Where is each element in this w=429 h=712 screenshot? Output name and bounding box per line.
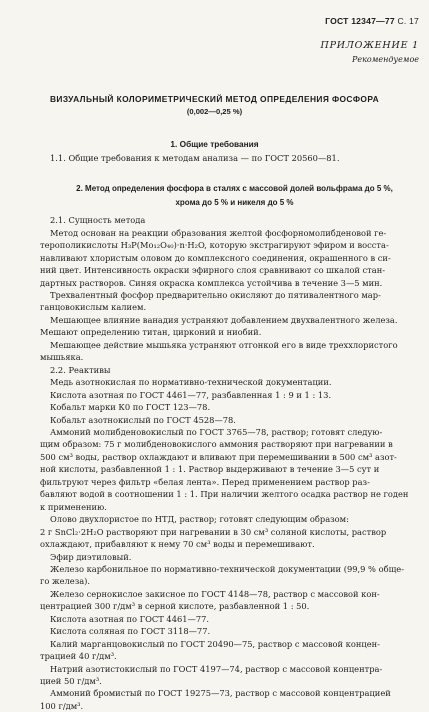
- text-line: Мешающее действие мышьяка устраняют отгонкой его в виде треххлористого: [50, 339, 398, 350]
- appendix-note: Рекомендуемое: [352, 55, 419, 64]
- text-line: Калий марганцовокислый по ГОСТ 20490—75, раствор с массовой концен-: [50, 638, 380, 649]
- text-line: Железо карбонильное по нормативно-технической документации (99,9 % обще-: [50, 563, 404, 574]
- text-line: Олово двухлористое по НТД, раствор; готовят следующим образом:: [50, 514, 349, 525]
- text-line: ной кислоты, разбавленной 1 : 1. Раствор выдерживают в течение 3—5 сут и: [40, 464, 380, 475]
- text-line: Эфир диэтиловый.: [50, 551, 132, 562]
- appendix-label: [321, 40, 419, 64]
- text-line: Железо сернокислое закисное по ГОСТ 4148—78, раствор с массовой кон-: [50, 588, 380, 599]
- text-line: охлаждают, прибавляют к нему 70 см³ воды и перемешивают.: [40, 539, 315, 550]
- text-line: ний цвет. Интенсивность окраски эфирного слоя сравнивают со шкалой стан-: [40, 265, 386, 276]
- text-line: бавляют водой в соотношении 1 : 1. При наличии желтого осадка раствор не годен: [40, 489, 409, 500]
- document-body: [40, 152, 419, 712]
- text-line: Медь азотнокислая по нормативно-технической документации.: [50, 377, 332, 388]
- text-line: 1.1. Общие требования к методам анализа — по ГОСТ 20560—81.: [50, 153, 340, 163]
- document-range: (0,002—0,25 %): [186, 107, 243, 116]
- text-line: Мешают определению титан, цирконий и ниобий.: [40, 327, 262, 338]
- text-line: 100 г/дм³.: [40, 700, 84, 711]
- running-header: [325, 16, 419, 26]
- text-line: Мешающее влияние ванадия устраняют добавлением двухвалентного железа.: [50, 314, 398, 325]
- text-line: щим образом: 75 г молибденовокислого аммония растворяют при нагревании в: [40, 439, 393, 450]
- text-line: Аммоний молибденовокислый по ГОСТ 3765—78, раствор; готовят следую-: [50, 426, 383, 437]
- text-line: Кислота азотная по ГОСТ 4461—77, разбавленная 1 : 9 и 1 : 13.: [50, 389, 332, 400]
- text-line: го железа).: [40, 576, 91, 587]
- text-line: терополикислоты H₃P(Mo₁₂O₄₀)·n·H₂O, которую экстрагируют эфиром и восста-: [40, 240, 389, 251]
- document-title: ВИЗУАЛЬНЫЙ КОЛОРИМЕТРИЧЕСКИЙ МЕТОД ОПРЕДЕЛЕНИЯ ФОСФОРА: [49, 94, 380, 104]
- appendix-title: ПРИЛОЖЕНИЕ 1: [320, 40, 419, 51]
- section-2-heading: 2. Метод определения фосфора в сталях с массовой долей вольфрама до 5 %, хрома до 5 % и никеля до 5 %: [76, 184, 393, 207]
- text-line: Аммоний бромистый по ГОСТ 19275—73, раствор с массовой концентрацией: [50, 688, 391, 699]
- text-line: Кобальт марки К0 по ГОСТ 123—78.: [50, 402, 211, 413]
- text-line: 2.2. Реактивы: [50, 364, 111, 375]
- text-line: 2.1. Сущность метода: [50, 215, 146, 226]
- section-1-heading: 1. Общие требования: [170, 139, 259, 149]
- text-line: 500 см³ воды, раствор охлаждают и вливают при перемешивании в 500 см³ азот-: [40, 451, 397, 462]
- text-line: к применению.: [40, 501, 107, 512]
- text-line: Кобальт азотнокислый по ГОСТ 4528—78.: [50, 414, 236, 425]
- text-line: Трехвалентный фосфор предварительно окисляют до пятивалентного мар-: [50, 289, 381, 300]
- text-line: мышьяка.: [40, 352, 84, 363]
- text-line: дартных растворов. Синяя окраска комплекса устойчива в течение 3—5 мин.: [40, 277, 383, 288]
- gost-number: ГОСТ 12347—77: [325, 16, 395, 26]
- text-line: навливают хлористым оловом до комплексного соединения, окрашенного в си-: [40, 252, 391, 263]
- text-line: Метод основан на реакции образования желтой фосфорномолибденовой ге-: [50, 227, 387, 238]
- text-line: Натрий азотистокислый по ГОСТ 4197—74, раствор с массовой концентра-: [50, 663, 383, 674]
- text-line: центрацией 300 г/дм³ в серной кислоте, разбавленной 1 : 50.: [40, 601, 310, 612]
- text-line: ганцовокислым калием.: [40, 302, 147, 313]
- page-number: С. 17: [397, 16, 419, 26]
- text-line: Кислота азотная по ГОСТ 4461—77.: [50, 613, 210, 624]
- text-line: трацией 40 г/дм³.: [40, 651, 117, 662]
- text-line: 2 г SnCl₂·2H₂O растворяют при нагревании в 30 см³ соляной кислоты, раствор: [40, 526, 387, 537]
- text-line: Кислота соляная по ГОСТ 3118—77.: [50, 626, 211, 637]
- text-line: фильтруют через фильтр «белая лента». Перед применением раствор раз-: [40, 476, 370, 487]
- text-line: цией 50 г/дм³.: [40, 676, 102, 687]
